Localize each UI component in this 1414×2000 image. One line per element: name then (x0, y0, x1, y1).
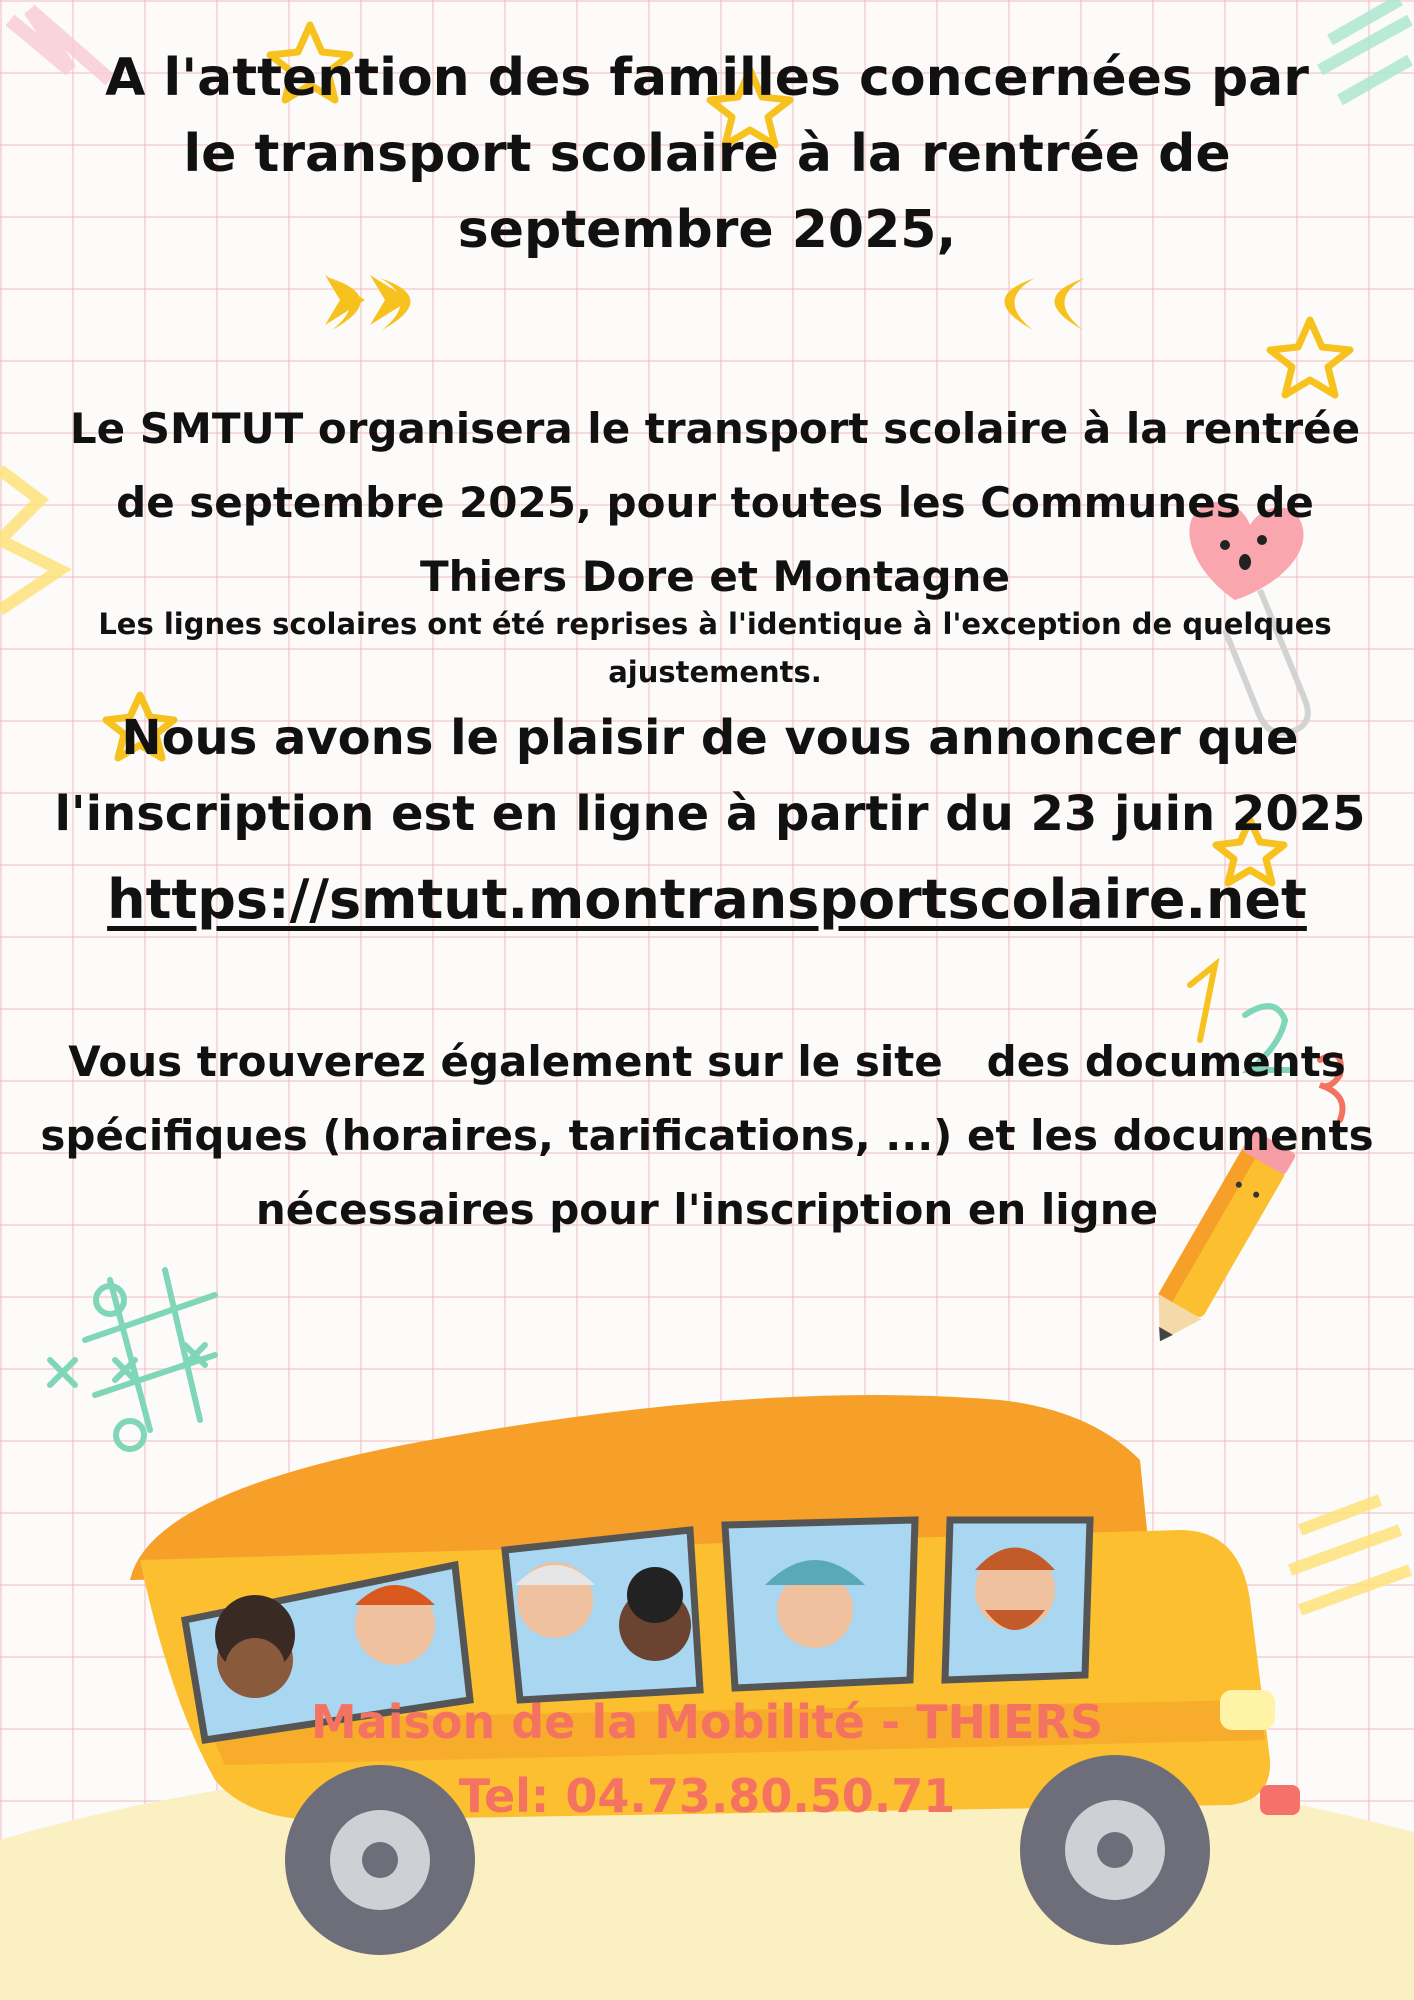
chevron-left-icon (1004, 278, 1085, 330)
docs-line: Vous trouverez également sur le site des documents (68, 1037, 1346, 1086)
tictactoe-icon (50, 1270, 215, 1449)
documents-paragraph (10, 1025, 1404, 1247)
docs-line: spécifiques (horaires, tarifications, ...) et les documents (40, 1111, 1374, 1160)
contact-phone: Tel: 04.73.80.50.71 (458, 1769, 956, 1823)
registration-announcement (20, 700, 1400, 852)
star-icon (1270, 320, 1350, 395)
registration-link[interactable]: https://smtut.montransportscolaire.net (107, 868, 1307, 931)
zigzag-right (1290, 1500, 1410, 1610)
page-title (0, 40, 1414, 268)
docs-line: nécessaires pour l'inscription en ligne (255, 1185, 1159, 1234)
note-line: ajustements. (608, 655, 822, 689)
title-line: septembre 2025, (457, 200, 957, 260)
announce-line: l'inscription est en ligne à partir du 23 juin 2025 (54, 786, 1366, 842)
title-line: le transport scolaire à la rentrée de (183, 124, 1231, 184)
intro-line: Le SMTUT organisera le transport scolaire à la rentrée (69, 404, 1361, 453)
registration-link-container (0, 862, 1414, 938)
contact-info (0, 1685, 1414, 1833)
contact-name: Maison de la Mobilité - THIERS (310, 1695, 1104, 1749)
note-line: Les lignes scolaires ont été reprises à l'identique à l'exception de quelques (98, 607, 1332, 641)
title-line: A l'attention des familles concernées par (105, 48, 1309, 108)
intro-paragraph (30, 392, 1400, 614)
intro-line: Thiers Dore et Montagne (420, 552, 1010, 601)
intro-line: de septembre 2025, pour toutes les Communes de (116, 478, 1314, 527)
lines-note (30, 600, 1400, 696)
announce-line: Nous avons le plaisir de vous annoncer que (121, 710, 1299, 766)
